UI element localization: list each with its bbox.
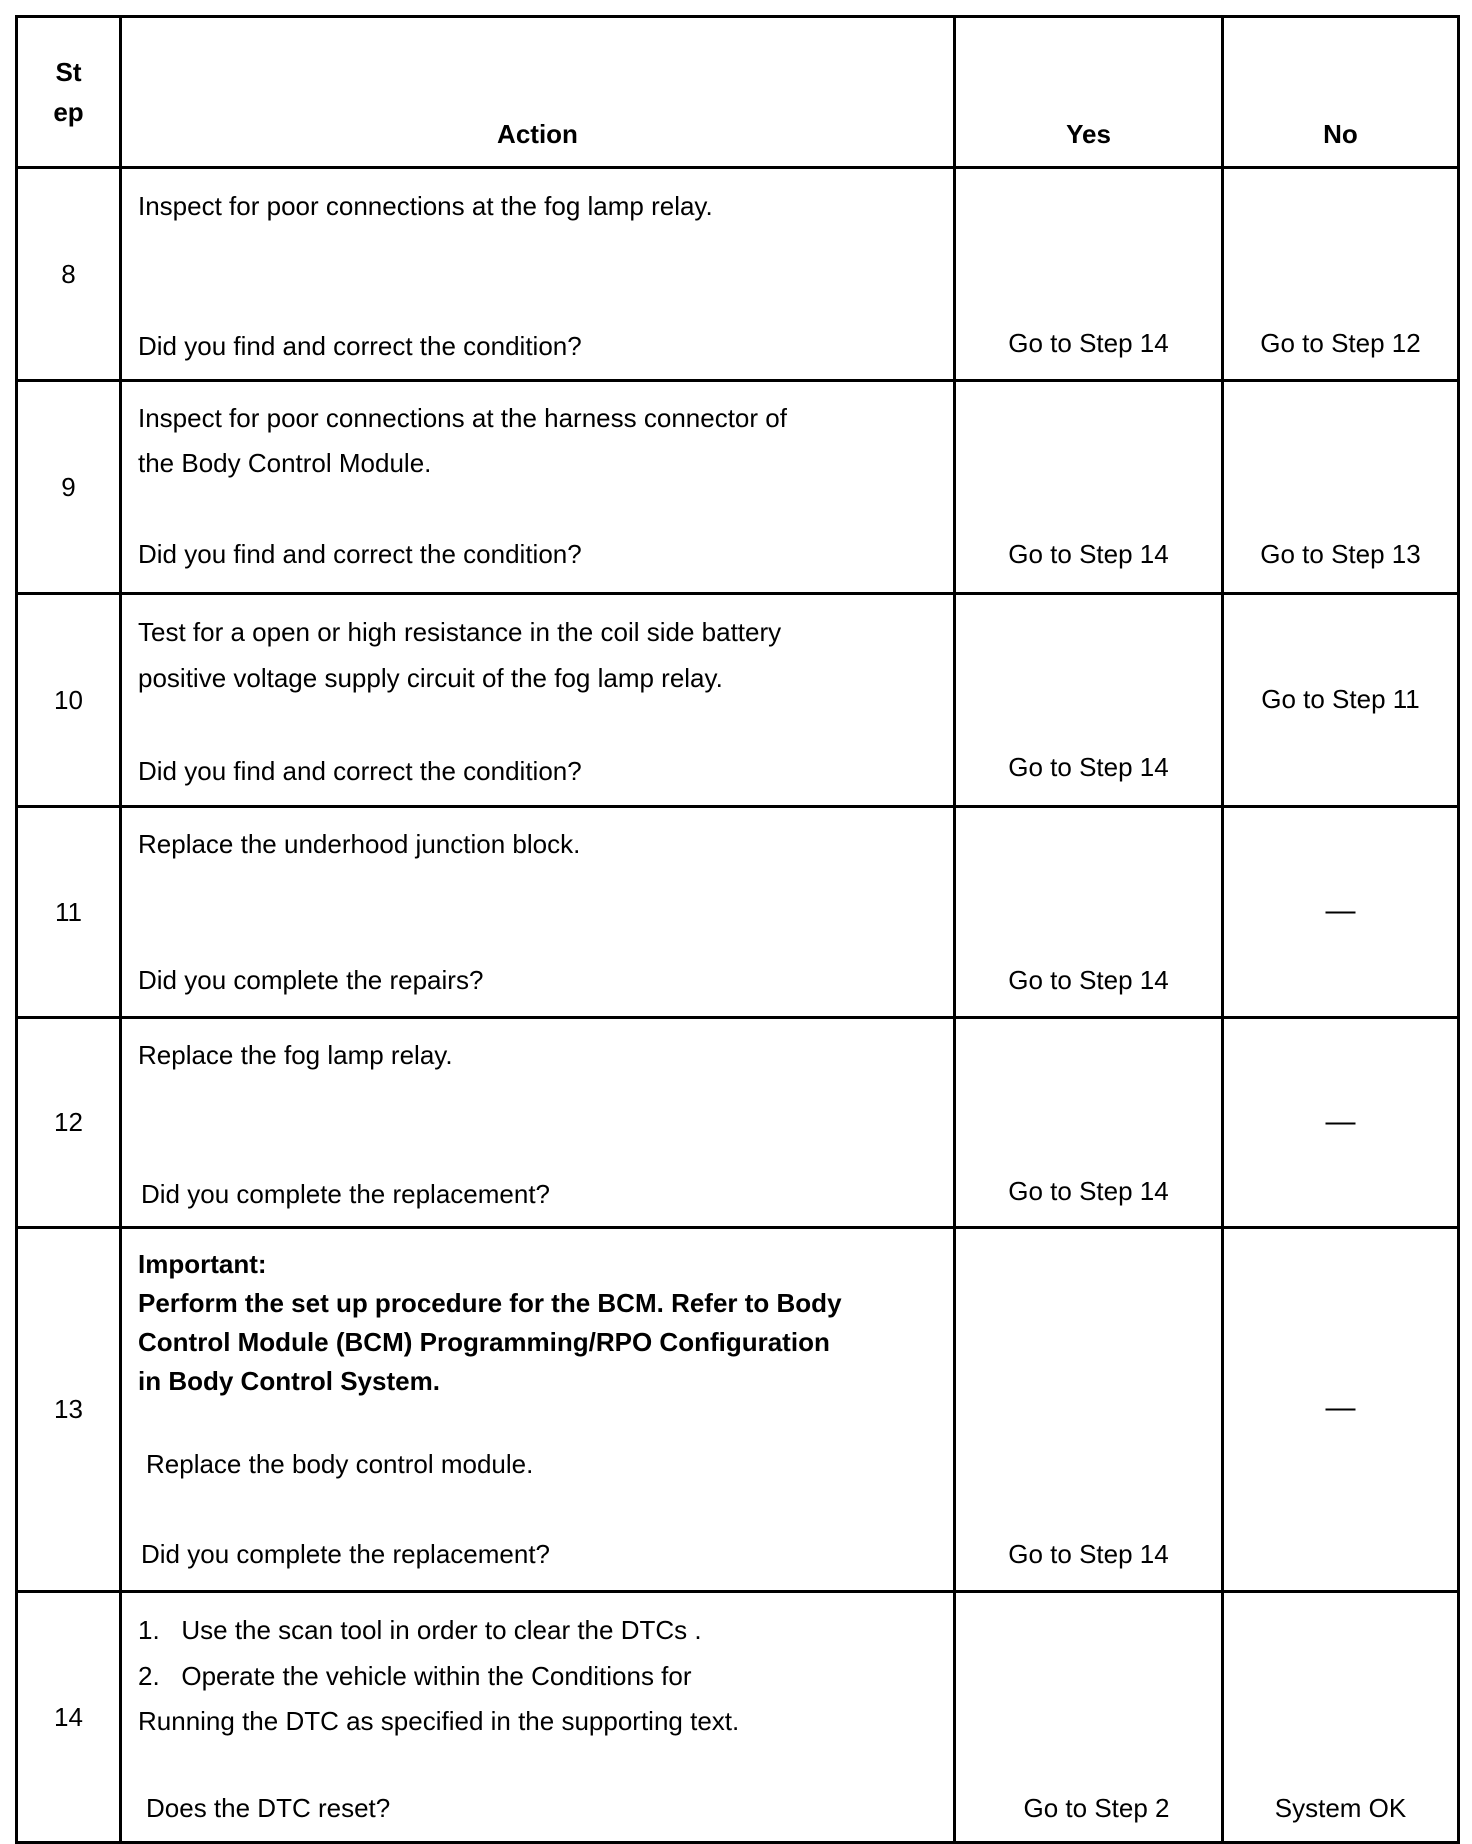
- action-text: Test for a open or high resistance in the coil side battery: [138, 617, 782, 647]
- list-item: 2. Operate the vehicle within the Conditions for: [138, 1661, 692, 1691]
- no-text: Go to Step 12: [1260, 328, 1421, 358]
- header-yes: Yes: [955, 17, 1223, 168]
- header-step-line1: St: [55, 57, 82, 87]
- header-step-line2: ep: [53, 97, 84, 127]
- action-question: Did you complete the repairs?: [138, 965, 484, 995]
- action-cell: [121, 381, 955, 594]
- yes-cell: [955, 168, 1223, 381]
- no-text: System OK: [1274, 1793, 1407, 1823]
- action-question: Did you find and correct the condition?: [138, 539, 582, 569]
- action-cell: [121, 1228, 955, 1592]
- no-text: Go to Step 11: [1261, 684, 1420, 714]
- action-cell: [121, 594, 955, 807]
- step-number: 12: [17, 1018, 121, 1228]
- step-number: 10: [17, 594, 121, 807]
- action-question: Did you find and correct the condition?: [138, 331, 582, 361]
- table-row: [17, 594, 1459, 807]
- step-number: 8: [17, 168, 121, 381]
- action-question: Did you find and correct the condition?: [138, 756, 582, 786]
- action-text: Inspect for poor connections at the fog lamp relay.: [138, 191, 713, 221]
- table-row: [17, 168, 1459, 381]
- yes-cell: [955, 594, 1223, 807]
- yes-text: Go to Step 14: [1008, 752, 1169, 782]
- action-cell: [121, 1592, 955, 1843]
- no-dash: —: [1325, 1105, 1356, 1138]
- no-cell: [1223, 1592, 1459, 1843]
- action-text: the Body Control Module.: [138, 448, 432, 478]
- table-row: [17, 1018, 1459, 1228]
- action-text: Inspect for poor connections at the harness connector of: [138, 403, 787, 433]
- yes-text: Go to Step 14: [1008, 1176, 1169, 1206]
- yes-text: Go to Step 14: [1008, 328, 1169, 358]
- yes-text: Go to Step 14: [1008, 965, 1169, 995]
- no-cell: [1223, 594, 1459, 807]
- yes-cell: [955, 807, 1223, 1018]
- action-text: Replace the fog lamp relay.: [138, 1040, 453, 1070]
- action-text: positive voltage supply circuit of the fog lamp relay.: [138, 663, 723, 693]
- action-question: Did you complete the replacement?: [141, 1539, 551, 1569]
- yes-cell: [955, 1018, 1223, 1228]
- table-row: [17, 1592, 1459, 1843]
- important-text: Perform the set up procedure for the BCM. Refer to Body: [138, 1288, 842, 1318]
- step-number: 13: [17, 1228, 121, 1592]
- header-step: [17, 17, 121, 168]
- no-cell: [1223, 1018, 1459, 1228]
- header-no: No: [1223, 17, 1459, 168]
- yes-cell: [955, 1228, 1223, 1592]
- important-text: in Body Control System.: [138, 1366, 440, 1396]
- yes-text: Go to Step 14: [1008, 1539, 1169, 1569]
- list-item-continuation: Running the DTC as specified in the supporting text.: [138, 1706, 740, 1736]
- action-text: Replace the underhood junction block.: [138, 829, 581, 859]
- table-row: [17, 381, 1459, 594]
- action-cell: [121, 1018, 955, 1228]
- action-cell: [121, 168, 955, 381]
- no-cell: [1223, 381, 1459, 594]
- important-label: Important:: [138, 1249, 267, 1279]
- action-question: Does the DTC reset?: [146, 1793, 391, 1823]
- diagnostic-table: [15, 15, 1460, 1844]
- table-row: [17, 807, 1459, 1018]
- header-row: [17, 17, 1459, 168]
- list-item: 1. Use the scan tool in order to clear the DTCs .: [138, 1615, 702, 1645]
- step-number: 9: [17, 381, 121, 594]
- no-dash: —: [1325, 1391, 1356, 1424]
- action-question: Did you complete the replacement?: [141, 1179, 551, 1209]
- yes-cell: [955, 1592, 1223, 1843]
- no-dash: —: [1325, 894, 1356, 927]
- table-row: [17, 1228, 1459, 1592]
- yes-text: Go to Step 2: [1023, 1793, 1170, 1823]
- no-cell: [1223, 807, 1459, 1018]
- yes-cell: [955, 381, 1223, 594]
- important-text: Control Module (BCM) Programming/RPO Configuration: [138, 1327, 830, 1357]
- step-number: 11: [17, 807, 121, 1018]
- yes-text: Go to Step 14: [1008, 539, 1169, 569]
- step-number: 14: [17, 1592, 121, 1843]
- no-cell: [1223, 1228, 1459, 1592]
- no-text: Go to Step 13: [1260, 539, 1421, 569]
- action-text: Replace the body control module.: [146, 1449, 534, 1479]
- no-cell: [1223, 168, 1459, 381]
- header-action: Action: [121, 17, 955, 168]
- action-cell: [121, 807, 955, 1018]
